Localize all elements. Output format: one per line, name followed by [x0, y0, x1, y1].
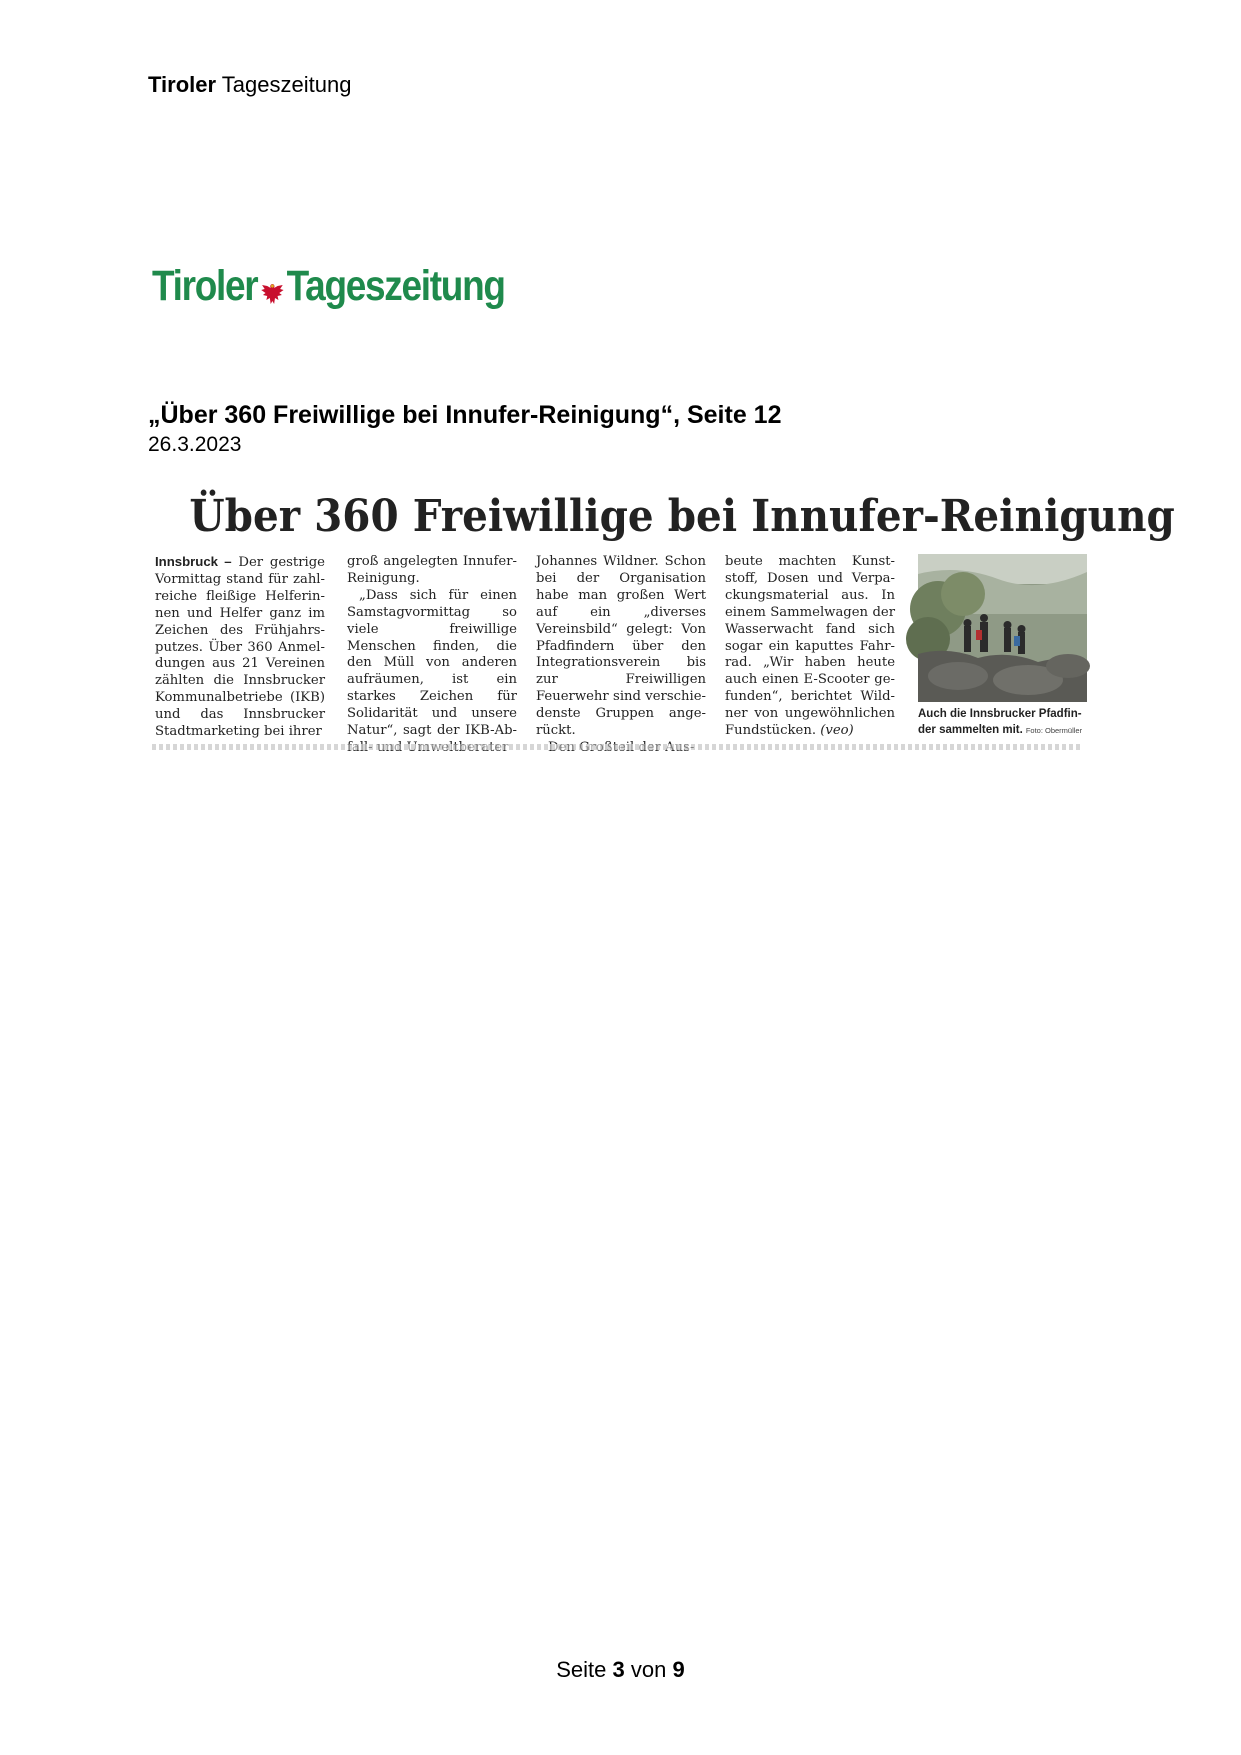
caption-text: Auch die Innsbrucker Pfadfinder sammelten mit. — [918, 708, 1082, 736]
article-photo — [918, 554, 1087, 702]
photo-credit: Foto: Obermüller — [1025, 726, 1083, 735]
footer-page-number: 3 — [612, 1657, 625, 1682]
logo-text-right: Tageszeitung — [286, 262, 505, 310]
page-footer — [0, 1657, 1241, 1683]
document-header — [148, 72, 351, 98]
article-reference: „Über 360 Freiwillige bei Innufer-Reinigung“, Seite 12 — [148, 401, 782, 429]
newspaper-clipping — [152, 488, 1175, 750]
author-signature: (veo) — [820, 723, 854, 739]
photo-caption — [918, 706, 1089, 739]
footer-middle: von — [630, 1657, 667, 1682]
tyrolean-eagle-icon — [259, 272, 285, 302]
dateline: Innsbruck – — [155, 554, 232, 569]
footer-page-total: 9 — [672, 1657, 685, 1682]
column-2-text-a: groß angelegten Innufer-Reinigung. — [347, 554, 517, 586]
tiroler-tageszeitung-logo — [152, 262, 505, 324]
clipping-cut-edge — [152, 744, 1082, 750]
column-2-text-b: „Dass sich für einen Samstagvormittag so viele freiwillige Menschen finden, die den Müll von anderen aufräumen, ist ein starkes Zeichen für Solidarität und unsere Natur“, sagt der IKB-Ab — [347, 587, 517, 739]
article-column-3 — [536, 554, 706, 744]
clipping-headline: Über 360 Freiwillige bei Innufer-Reinigung — [189, 491, 1175, 542]
footer-prefix: Seite — [556, 1657, 607, 1682]
header-brand-bold: Tiroler — [148, 72, 217, 97]
column-3-text-a: Johannes Wildner. Schon bei der Organisation habe man großen Wert auf ein „diverses Vereinsbild“ gelegt: Von Pfadfindern über den Integrationsverein bis zur Freiwilligen Feuerwehr sind verschiedenste Gruppen angerückt. — [536, 554, 706, 739]
column-4-text: beute machten Kunststoff, Dosen und Verpackungsmaterial aus. In einem Sammelwagen der Wasserwacht fand sich sogar ein kaputtes Fahrrad. „Wir haben heute auch einen E-Scooter gefunden“, berichtet Wildner von ungewöhnlichen Fundstücken. — [725, 554, 895, 739]
article-column-1 — [155, 554, 325, 744]
column-1-text: Der gestrige Vormittag stand für zahlreiche fleißige Helferinnen und Helfer ganz im Zeichen des Frühjahrsputzes. Über 360 Anmeldungen aus 21 Vereinen zählten die Innsbrucker Kommunalbetriebe (IKB) und das Innsbrucker Stadtmarketing bei ihrer — [155, 555, 325, 740]
article-column-4 — [725, 554, 895, 744]
article-date: 26.3.2023 — [148, 433, 242, 456]
article-columns — [155, 554, 1085, 746]
header-brand-regular: Tageszeitung — [221, 72, 352, 97]
logo-text-left: Tiroler — [152, 262, 258, 310]
article-column-2 — [347, 554, 517, 744]
